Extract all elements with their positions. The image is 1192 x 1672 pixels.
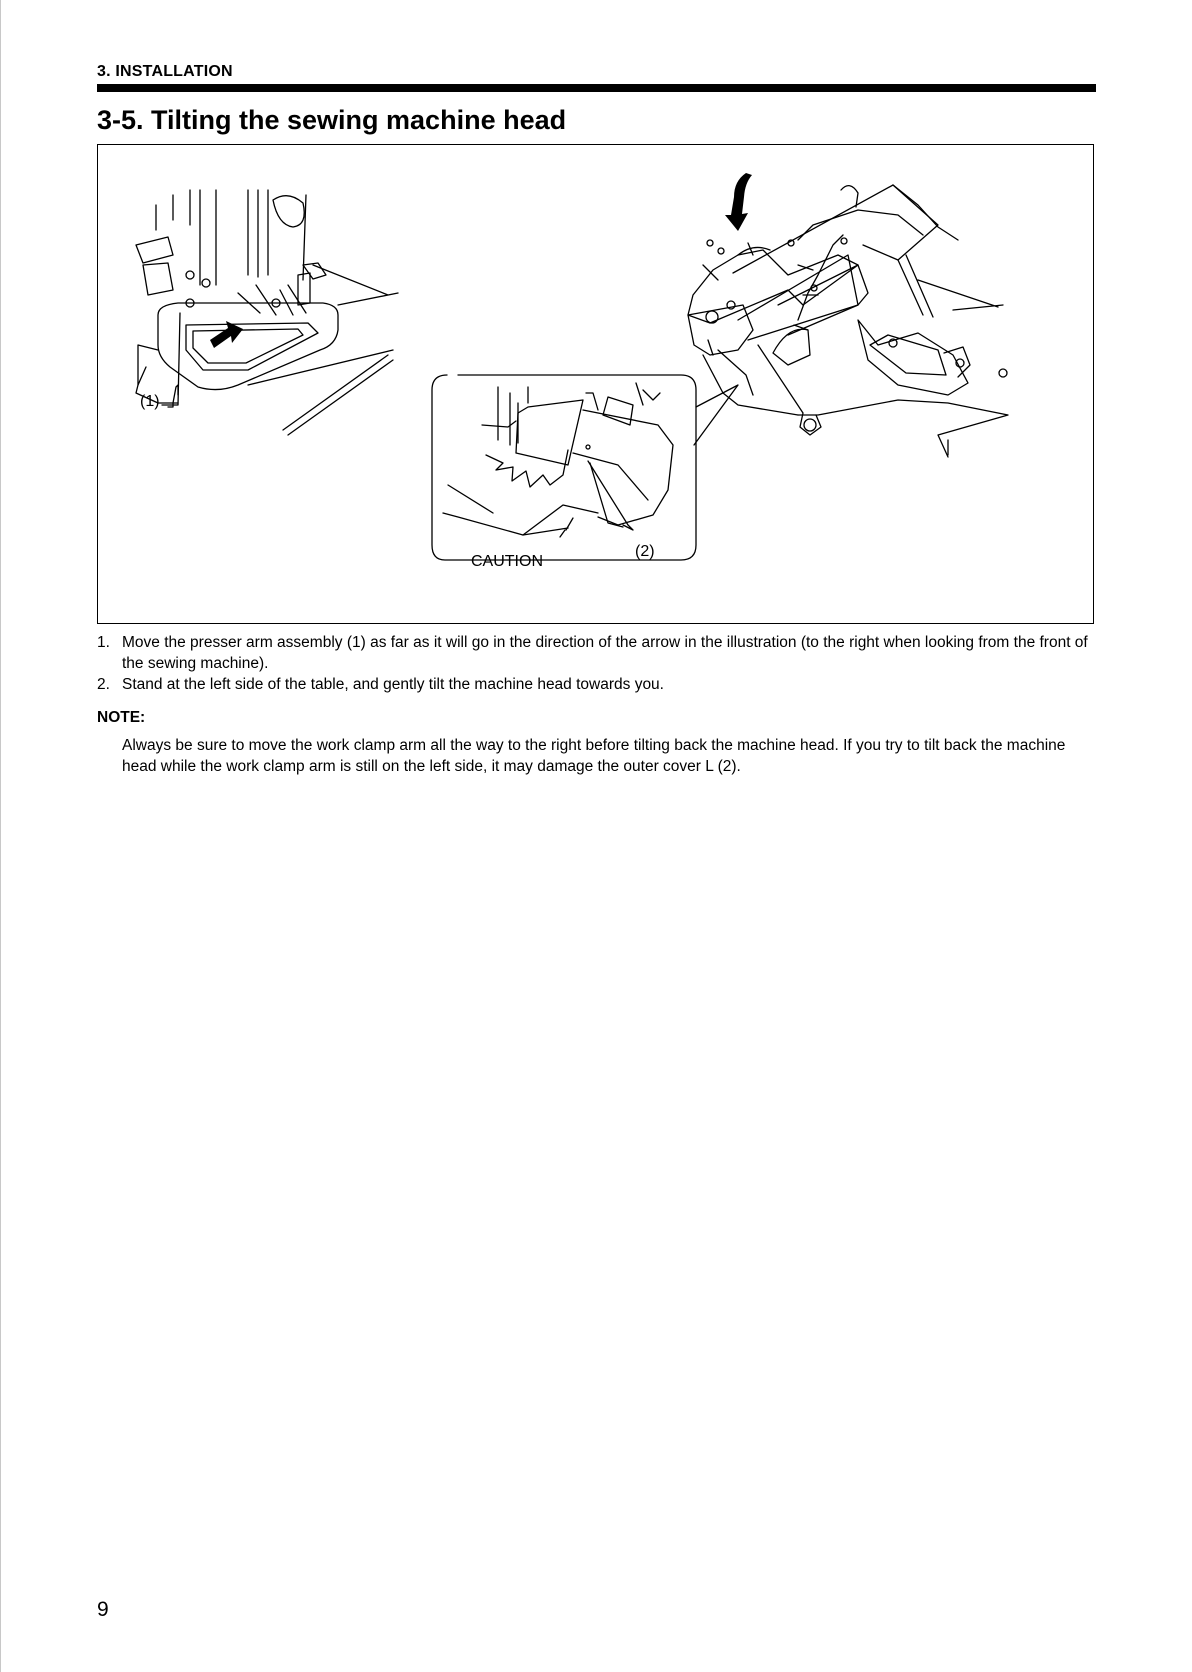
note-body: Always be sure to move the work clamp arm all the way to the right before tilting back the machine head. If you try to tilt back the machine head while the work clamp arm is still on the left side, it may damage the outer cover L (2). [122, 737, 1066, 775]
step-number: 2. [97, 676, 110, 693]
note-heading: NOTE: [97, 709, 146, 726]
step-number: 1. [97, 634, 110, 651]
step-text: Stand at the left side of the table, and gently tilt the machine head towards you. [122, 676, 664, 693]
instruction-list [97, 632, 1097, 695]
figure-box [97, 144, 1094, 624]
page-number: 9 [97, 1598, 109, 1621]
caution-inset [432, 375, 738, 560]
page-title: 3-5. Tilting the sewing machine head [97, 105, 567, 135]
page-edge [0, 0, 1, 1672]
list-item [97, 674, 1097, 695]
step-text: Move the presser arm assembly (1) as far as it will go in the direction of the arrow in the illustration (to the right when looking from the front of the sewing machine). [122, 634, 1088, 672]
callout-1: (1) [140, 393, 160, 410]
list-item [97, 632, 1097, 674]
machine-illustration [98, 145, 1093, 623]
tilt-arrow-icon [725, 173, 752, 231]
caution-label: CAUTION [471, 553, 543, 570]
callout-2: (2) [635, 543, 655, 560]
header-rule [97, 84, 1096, 92]
presser-arm-illustration [136, 190, 398, 435]
section-label: 3. INSTALLATION [97, 63, 233, 80]
